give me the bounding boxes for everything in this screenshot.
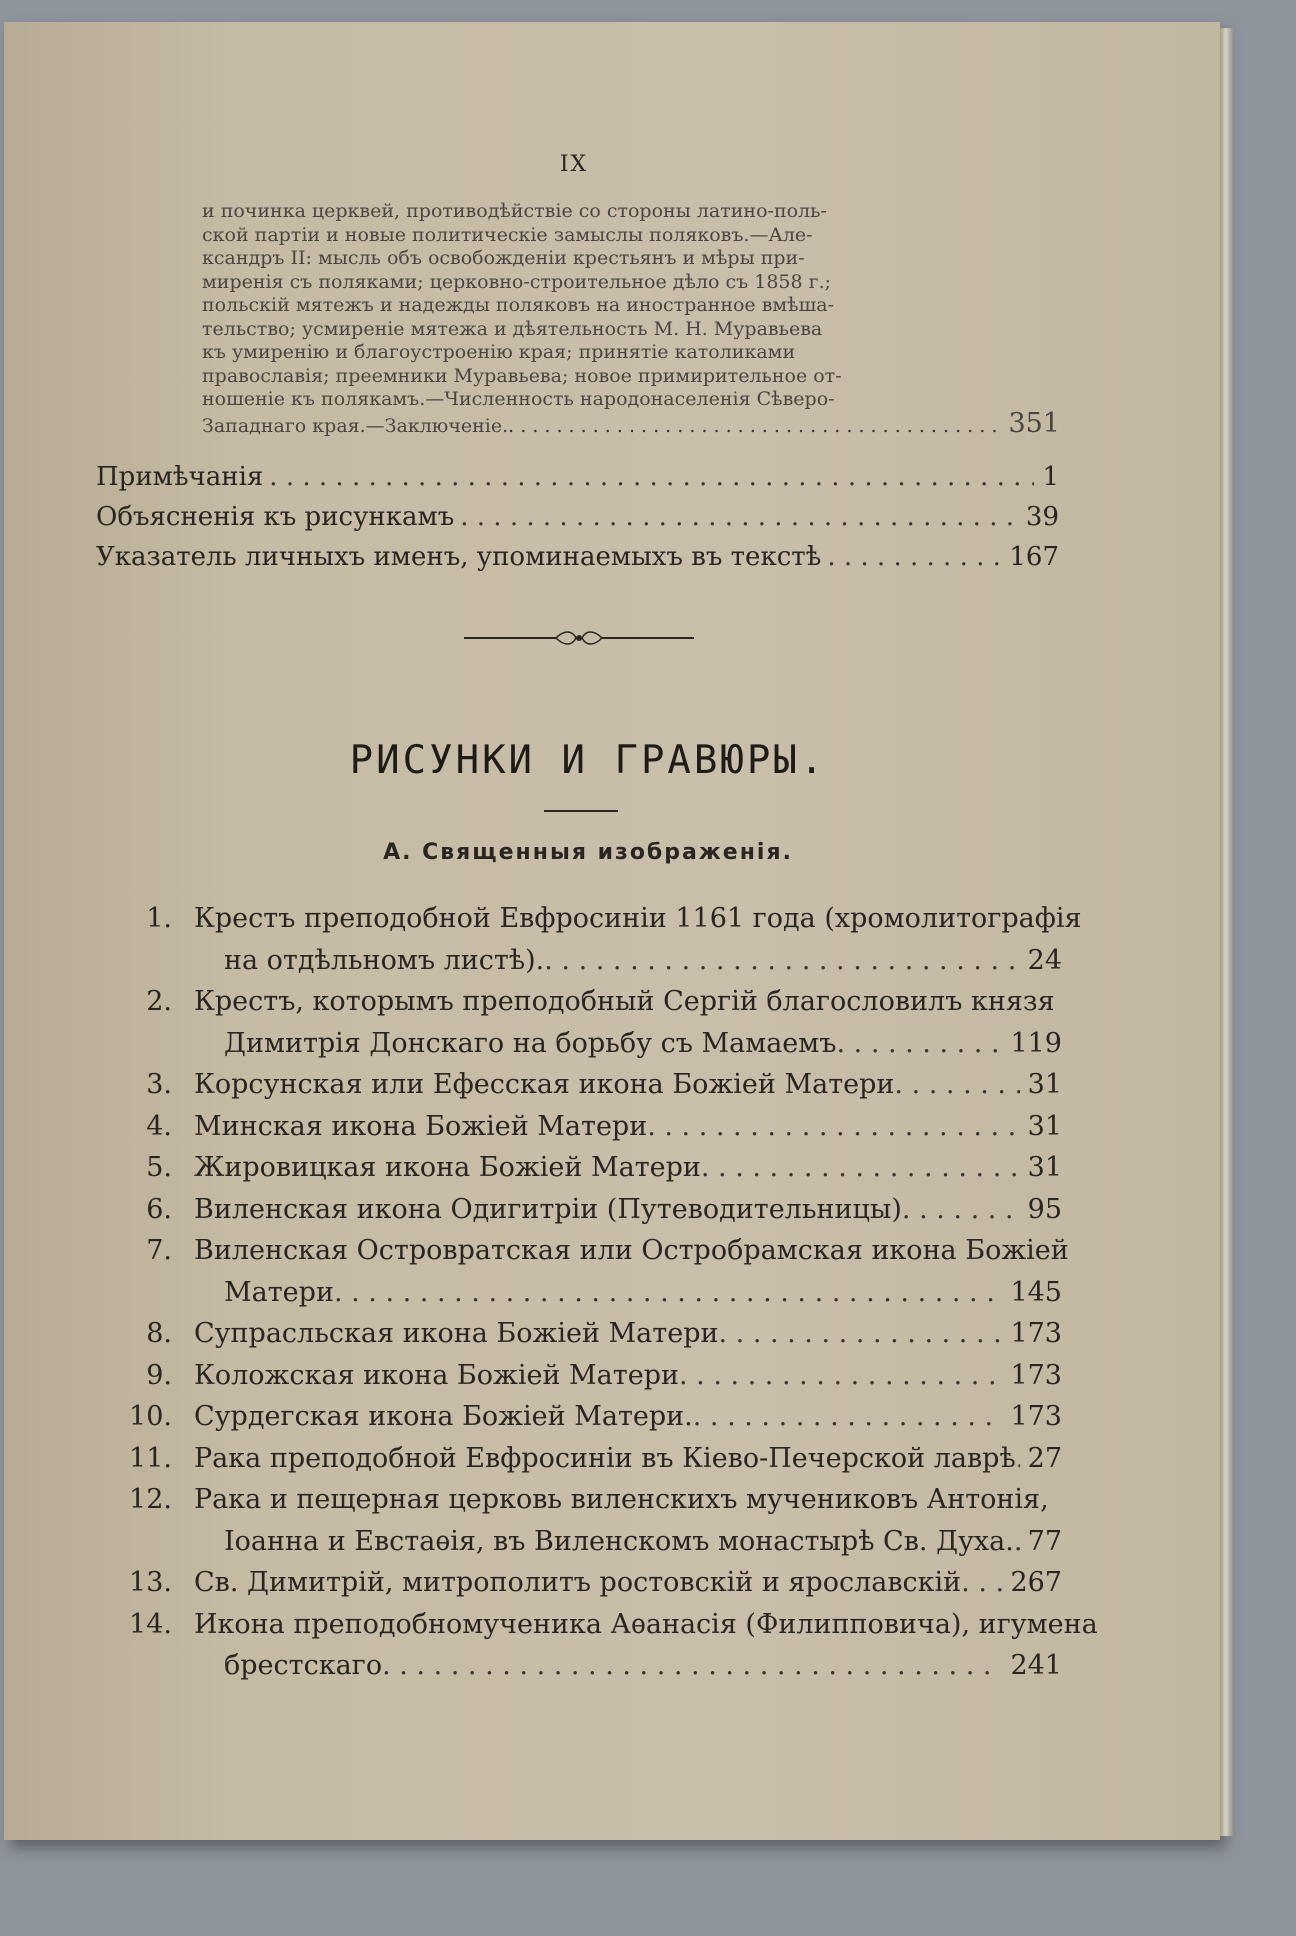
dot-leader [718, 1313, 1002, 1355]
item-text: Корсунская или Ефесская икона Божіей Матери [194, 1069, 895, 1100]
dot-leader [460, 497, 1018, 537]
page-number: 167 [1009, 542, 1059, 572]
item-line [194, 1355, 1062, 1397]
item-text: Крестъ преподобной Евфросиніи 1161 года (хромолитографія [194, 903, 1082, 934]
item-body [194, 1189, 1062, 1231]
page-number: 267 [1010, 1567, 1062, 1598]
page-edge [1220, 28, 1234, 1836]
title-rule [544, 810, 618, 812]
dot-leader [894, 1064, 1019, 1106]
item-number: 4. [146, 1110, 172, 1142]
illustration-list [96, 898, 1098, 1687]
page-number: 119 [1010, 1027, 1062, 1059]
item-body [194, 1147, 1062, 1189]
item-text: на отдѣльномъ листѣ). [224, 944, 545, 976]
item-body [194, 1355, 1062, 1397]
page-number: 173 [1010, 1359, 1062, 1391]
summary-line: польскій мятежъ и надежды поляковъ на иностранное вмѣша- [202, 294, 835, 316]
toc-label: Объясненія къ рисункамъ [96, 502, 455, 532]
item-text: Іоанна и Евстаѳія, въ Виленскомъ монастырѣ Св. Духа. [224, 1525, 1014, 1557]
item-text: Димитрія Донскаго на борьбу съ Мамаемъ [224, 1027, 837, 1059]
list-item [96, 1106, 1062, 1148]
page-number: 241 [1010, 1650, 1062, 1681]
toc-list [96, 457, 1059, 577]
item-text: Виленская икона Одигитріи (Путеводительницы) [194, 1193, 902, 1225]
item-body [194, 1479, 1062, 1562]
page-number: 173 [1010, 1401, 1062, 1432]
dot-leader [544, 940, 1019, 982]
item-number: 2. [146, 986, 172, 1017]
item-line [194, 981, 1062, 1023]
page-number: 351 [1008, 407, 1060, 439]
toc-entry [96, 457, 1059, 497]
summary-line: и починка церквей, противодѣйствіе со стороны латино-поль- [202, 200, 827, 222]
item-text: Матери [224, 1276, 334, 1308]
item-text: Жировицкая икона Божіей Матери [194, 1152, 701, 1183]
item-body [194, 981, 1062, 1064]
page-number: 31 [1027, 1069, 1062, 1100]
book-page [4, 22, 1220, 1840]
summary-last-text: Западнаго края.—Заключеніе. [202, 414, 509, 437]
item-line [194, 1313, 1062, 1355]
dot-leader [679, 1355, 1002, 1397]
page-folio: IX [559, 152, 589, 177]
list-item [96, 981, 1062, 1064]
dot-leader [961, 1562, 1002, 1604]
dot-leader [647, 1106, 1019, 1148]
item-line [194, 1645, 1062, 1687]
item-number: 5. [146, 1152, 172, 1183]
list-item [96, 1355, 1062, 1397]
summary-line: тельство; усмиреніе мятежа и дѣятельность М. Н. Муравьева [202, 317, 823, 340]
item-line [194, 1147, 1062, 1189]
toc-label: Примѣчанія [96, 462, 264, 492]
item-line [194, 1604, 1098, 1646]
item-body [194, 1396, 1062, 1438]
item-line [194, 940, 1062, 982]
item-text: Сурдегская икона Божіей Матери. [194, 1401, 693, 1432]
summary-line: къ умиренію и благоустроенію края; принятіе католиками [202, 341, 796, 363]
item-body [194, 1604, 1098, 1687]
item-body [194, 1438, 1062, 1480]
item-number: 14. [129, 1608, 172, 1640]
item-number: 11. [129, 1442, 172, 1474]
item-line [194, 1230, 1069, 1272]
item-text: Рака и пещерная церковь виленскихъ мучениковъ Антонія, [194, 1484, 1049, 1515]
list-item [96, 1189, 1062, 1231]
item-text: Крестъ, которымъ преподобный Сергій благословилъ князя [194, 986, 1055, 1017]
list-item [96, 1438, 1062, 1480]
item-line [194, 1438, 1062, 1480]
item-text: Супрасльская икона Божіей Матери [194, 1318, 719, 1349]
item-text: Минская икона Божіей Матери [194, 1110, 648, 1142]
item-number: 6. [146, 1193, 172, 1225]
item-number: 12. [129, 1484, 172, 1515]
page-number: 31 [1027, 1110, 1062, 1142]
item-text: Икона преподобномученика Аѳанасія (Филипповича), игумена [194, 1608, 1098, 1640]
dot-leader [836, 1023, 1002, 1065]
page-number: 95 [1027, 1193, 1062, 1225]
subsection-title: А. Священныя изображенія. [383, 840, 793, 865]
summary-line: миренія съ поляками; церковно-строительное дѣло съ 1858 г.; [202, 270, 832, 293]
dot-leader [334, 1272, 1003, 1314]
list-item [96, 1064, 1062, 1106]
dot-leader [382, 1645, 1002, 1687]
item-text: Виленская Островратская или Остробрамская икона Божіей [194, 1235, 1069, 1266]
item-text: Рака преподобной Евфросиніи въ Кіево-Печерской лаврѣ [194, 1442, 1016, 1474]
item-number: 7. [146, 1235, 172, 1266]
list-item [96, 1562, 1062, 1604]
list-item [96, 1604, 1098, 1687]
item-text: Св. Димитрій, митрополитъ ростовскій и ярославскій [194, 1567, 962, 1598]
item-line [194, 1189, 1062, 1231]
page-number: 24 [1027, 944, 1062, 976]
item-line [194, 1479, 1062, 1521]
item-number: 9. [146, 1359, 172, 1391]
toc-entry [96, 497, 1059, 537]
toc-entry [96, 537, 1059, 577]
page-number: 77 [1027, 1525, 1062, 1557]
list-item [96, 1396, 1062, 1438]
item-line [194, 1272, 1062, 1314]
item-text: брестскаго [224, 1650, 383, 1681]
page-number: 39 [1025, 502, 1059, 532]
item-line [194, 1396, 1062, 1438]
item-line [194, 1106, 1062, 1148]
item-number: 8. [146, 1318, 172, 1349]
item-line [194, 898, 1082, 940]
dot-leader [508, 415, 1000, 439]
item-body [194, 1562, 1062, 1604]
chapter-summary [202, 200, 1060, 438]
list-item [96, 1479, 1062, 1562]
item-text: Коложская икона Божіей Матери [194, 1359, 679, 1391]
page-number: 1 [1042, 462, 1059, 492]
page-number: 31 [1027, 1152, 1062, 1183]
list-item [96, 898, 1082, 981]
item-line [194, 1023, 1062, 1065]
summary-line: ской партіи и новые политическіе замыслы поляковъ.—Але- [202, 223, 813, 246]
dot-leader [701, 1147, 1020, 1189]
summary-line: ксандръ II: мысль объ освобожденіи крестьянъ и мѣры при- [202, 247, 805, 269]
summary-last-line [202, 407, 1060, 439]
item-number: 1. [146, 903, 172, 934]
item-line [194, 1562, 1062, 1604]
list-item [96, 1147, 1062, 1189]
list-item [96, 1230, 1069, 1313]
summary-line: православія; преемники Муравьева; новое примирительное от- [202, 364, 842, 387]
page-number: 27 [1027, 1442, 1062, 1474]
item-number: 10. [129, 1401, 172, 1432]
dot-leader [269, 457, 1034, 497]
item-body [194, 1230, 1069, 1313]
section-title: РИСУНКИ И ГРАВЮРЫ. [349, 738, 827, 783]
list-item [96, 1313, 1062, 1355]
item-body [194, 1106, 1062, 1148]
toc-label: Указатель личныхъ именъ, упоминаемыхъ въ текстѣ [96, 542, 822, 572]
item-number: 3. [146, 1069, 172, 1100]
summary-line: ношеніе къ полякамъ.—Численность народонаселенія Сѣверо- [202, 388, 835, 410]
page-number: 145 [1010, 1276, 1062, 1308]
item-body [194, 1313, 1062, 1355]
item-line [194, 1064, 1062, 1106]
item-number: 13. [129, 1567, 172, 1598]
page-number: 173 [1010, 1318, 1062, 1349]
item-body [194, 898, 1082, 981]
dot-leader [902, 1189, 1020, 1231]
dot-leader [693, 1396, 1003, 1438]
item-line [194, 1521, 1062, 1563]
item-body [194, 1064, 1062, 1106]
ornament-divider-icon [464, 626, 694, 650]
dot-leader [827, 537, 1001, 577]
